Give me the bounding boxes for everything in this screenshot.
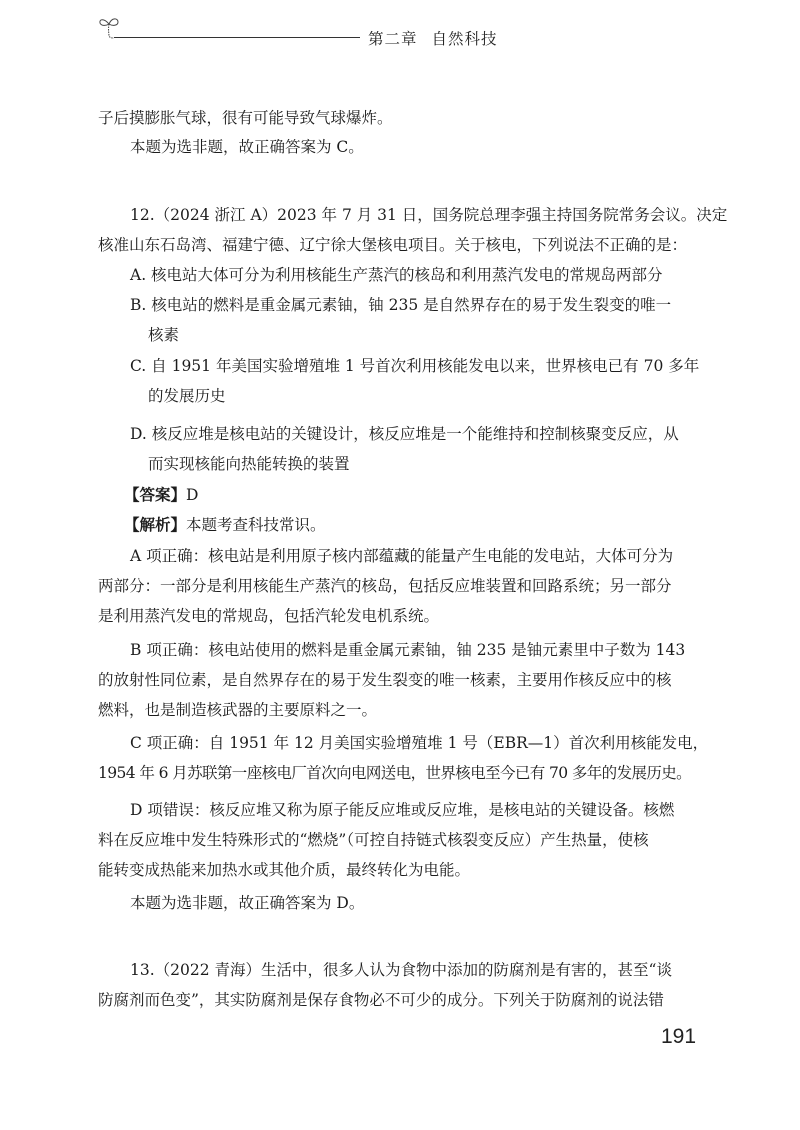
analysis-b-line2: 的放射性同位素，是自然界存在的易于发生裂变的唯一核素，主要用作核反应中的核 <box>98 671 672 689</box>
chapter-label: 第二章 <box>368 30 418 48</box>
q12-analysis <box>124 515 326 535</box>
q12-option-d: D. 核反应堆是核电站的关键设计，核反应堆是一个能维持和控制核聚变反应，从 <box>130 425 679 443</box>
q13-stem-line2: 防腐剂而色变”，其实防腐剂是保存食物必不可少的成分。下列关于防腐剂的说法错 <box>98 991 664 1009</box>
chapter-heading <box>368 27 498 49</box>
q12-conclusion: 本题为选非题，故正确答案为 D。 <box>130 894 365 912</box>
q12-stem-line1: 12.（2024 浙江 A）2023 年 7 月 31 日，国务院总理李强主持国务院常务会议。决定 <box>130 206 728 224</box>
analysis-d-line3: 能转变成热能来加热水或其他介质，最终转化为电能。 <box>98 861 471 879</box>
page-number: 191 <box>661 1025 697 1048</box>
analysis-c-line1: C 项正确：自 1951 年 12 月美国实验增殖堆 1 号（EBR—1）首次利用核能发电， <box>130 734 709 752</box>
answer-value: D <box>186 486 199 504</box>
analysis-label: 【解析】 <box>124 516 187 534</box>
analysis-intro: 本题考查科技常识。 <box>186 516 326 534</box>
analysis-d-line1: D 项错误：核反应堆又称为原子能反应堆或反应堆，是核电站的关键设备。核燃 <box>130 801 675 819</box>
analysis-a-line2: 两部分：一部分是利用核能生产蒸汽的核岛，包括反应堆装置和回路系统；另一部分 <box>98 577 672 595</box>
analysis-d-line2: 料在反应堆中发生特殊形式的“燃烧”（可控自持链式核裂变反应）产生热量，使核 <box>98 831 649 849</box>
chapter-title: 自然科技 <box>431 30 498 48</box>
continuation-text: 子后摸膨胀气球，很有可能导致气球爆炸。 <box>98 109 393 127</box>
sprout-icon <box>98 14 120 44</box>
previous-conclusion: 本题为选非题，故正确答案为 C。 <box>130 138 364 156</box>
q12-option-a: A. 核电站大体可分为利用核能生产蒸汽的核岛和利用蒸汽发电的常规岛两部分 <box>130 266 663 284</box>
q12-answer <box>124 485 198 505</box>
q12-option-b: B. 核电站的燃料是重金属元素铀，铀 235 是自然界存在的易于发生裂变的唯一 <box>130 296 672 314</box>
q12-option-b-cont: 核素 <box>148 326 180 344</box>
q12-option-c-cont: 的发展历史 <box>148 387 226 405</box>
answer-label: 【答案】 <box>124 486 187 504</box>
header-rule <box>114 37 360 38</box>
q13-stem-line1: 13.（2022 青海）生活中，很多人认为食物中添加的防腐剂是有害的，甚至“谈 <box>130 961 672 979</box>
q12-option-c: C. 自 1951 年美国实验增殖堆 1 号首次利用核能发电以来，世界核电已有 70 多年 <box>130 357 700 375</box>
q12-stem-line2: 核准山东石岛湾、福建宁德、辽宁徐大堡核电项目。关于核电，下列说法不正确的是： <box>98 236 688 254</box>
analysis-a-line3: 是利用蒸汽发电的常规岛，包括汽轮发电机系统。 <box>98 607 440 625</box>
analysis-b-line3: 燃料，也是制造核武器的主要原料之一。 <box>98 701 378 719</box>
analysis-b-line1: B 项正确：核电站使用的燃料是重金属元素铀，铀 235 是铀元素里中子数为 143 <box>130 641 686 659</box>
page-header <box>0 0 800 60</box>
analysis-c-line2: 1954 年 6 月苏联第一座核电厂首次向电网送电，世界核电至今已有 70 多年的发展历史。 <box>98 764 692 782</box>
analysis-a-line1: A 项正确：核电站是利用原子核内部蕴藏的能量产生电能的发电站，大体可分为 <box>130 547 674 565</box>
q12-option-d-cont: 而实现核能向热能转换的装置 <box>148 455 350 473</box>
